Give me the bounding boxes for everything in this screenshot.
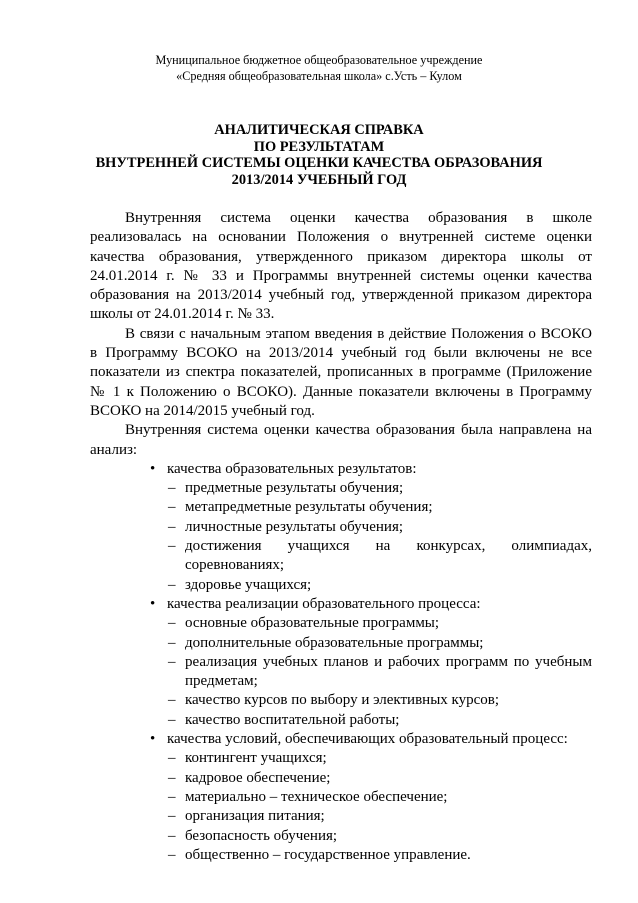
analysis-list [90, 460, 592, 865]
sub-list-item-text: метапредметные результаты обучения; [185, 499, 433, 516]
sub-list-item [90, 749, 592, 768]
sub-list-item [90, 498, 592, 517]
dash-icon: – [168, 653, 176, 670]
sub-list-item-text: достижения учащихся на конкурсах, олимпиадах, соревнованиях; [185, 538, 592, 574]
dash-icon: – [168, 538, 176, 555]
sub-list-item-text: качество курсов по выбору и элективных курсов; [185, 692, 500, 709]
dash-icon: – [168, 634, 176, 651]
list-item-label: качества условий, обеспечивающих образовательный процесс: [167, 731, 568, 748]
sub-list-item [90, 518, 592, 537]
document-body [90, 209, 592, 865]
document-title [0, 122, 638, 188]
sub-list-item-text: качество воспитательной работы; [185, 711, 400, 728]
list-item [90, 595, 592, 614]
sub-list-item-text: здоровье учащихся; [185, 576, 312, 593]
dash-icon: – [168, 615, 176, 632]
dash-icon: – [168, 808, 176, 825]
header-line-2: «Средняя общеобразовательная школа» с.Усть – Кулом [176, 69, 462, 83]
sub-list-item [90, 807, 592, 826]
bullet-icon: • [150, 460, 156, 477]
school-header [0, 52, 638, 84]
sub-list-item [90, 537, 592, 576]
dash-icon: – [168, 846, 176, 863]
list-item-label: качества реализации образовательного процесса: [167, 595, 481, 612]
sub-list-item [90, 614, 592, 633]
sub-list-item-text: реализация учебных планов и рабочих программ по учебным предметам; [185, 653, 592, 690]
bullet-icon: • [150, 595, 156, 612]
title-line-1: АНАЛИТИЧЕСКАЯ СПРАВКА [214, 122, 424, 138]
dash-icon: – [168, 769, 176, 786]
sub-list-item [90, 711, 592, 730]
dash-icon: – [168, 576, 176, 593]
dash-icon: – [168, 692, 176, 709]
sub-list-item-text: общественно – государственное управление. [185, 846, 471, 863]
sub-list-item-text: безопасность обучения; [185, 827, 338, 844]
dash-icon: – [168, 499, 176, 516]
list-item [90, 730, 592, 749]
sub-list-item-text: материально – техническое обеспечение; [185, 788, 448, 805]
sub-list-item [90, 691, 592, 710]
dash-icon: – [168, 518, 176, 535]
dash-icon: – [168, 711, 176, 728]
sub-list-item [90, 827, 592, 846]
sub-list-item [90, 769, 592, 788]
sub-list-item [90, 576, 592, 595]
sub-list-item-text: основные образовательные программы; [185, 615, 440, 632]
sub-list-item-text: кадровое обеспечение; [185, 769, 331, 786]
list-item-label: качества образовательных результатов: [167, 460, 417, 477]
list-item [90, 460, 592, 479]
sub-list-item-text: организация питания; [185, 808, 325, 825]
sub-list-item [90, 634, 592, 653]
sub-list-item [90, 788, 592, 807]
dash-icon: – [168, 827, 176, 844]
paragraph-2: В связи с начальным этапом введения в действие Положения о ВСОКО в Программу ВСОКО на 2013/2014 учебный год были включены не все показатели из спектра показателей, прописанных в программе (Приложение № 1 к Положению о ВСОКО). Данные показатели включены в Программу ВСОКО на 2014/2015 учебный год. [90, 325, 592, 419]
sub-list-item [90, 479, 592, 498]
sub-list-item-text: предметные результаты обучения; [185, 480, 404, 497]
dash-icon: – [168, 788, 176, 805]
sub-list-item-text: дополнительные образовательные программы; [185, 634, 484, 651]
sub-list-item-text: контингент учащихся; [185, 750, 327, 767]
sub-list-item [90, 846, 592, 865]
header-line-1: Муниципальное бюджетное общеобразовательное учреждение [155, 53, 483, 67]
bullet-icon: • [150, 731, 156, 748]
dash-icon: – [168, 480, 176, 497]
sub-list-item [90, 653, 592, 692]
title-line-2: ПО РЕЗУЛЬТАТАМ [253, 138, 385, 155]
paragraph-3: Внутренняя система оценки качества образования была направлена на анализ: [90, 422, 592, 458]
sub-list-item-text: личностные результаты обучения; [185, 518, 404, 535]
title-line-3: ВНУТРЕННЕЙ СИСТЕМЫ ОЦЕНКИ КАЧЕСТВА ОБРАЗОВАНИЯ [95, 155, 543, 171]
dash-icon: – [168, 750, 176, 767]
title-line-4: 2013/2014 УЧЕБНЫЙ ГОД [231, 171, 407, 188]
paragraph-1: Внутренняя система оценки качества образования в школе реализовалась на основании Положения о внутренней системе оценки качества образования, утвержденного приказом директора школы от 24.01.2014 г. № 33 и Программы внутренней системы оценки качества образования на 2013/2014 учебный год, утвержденной приказом директора школы от 24.01.2014 г. № 33. [90, 210, 592, 323]
